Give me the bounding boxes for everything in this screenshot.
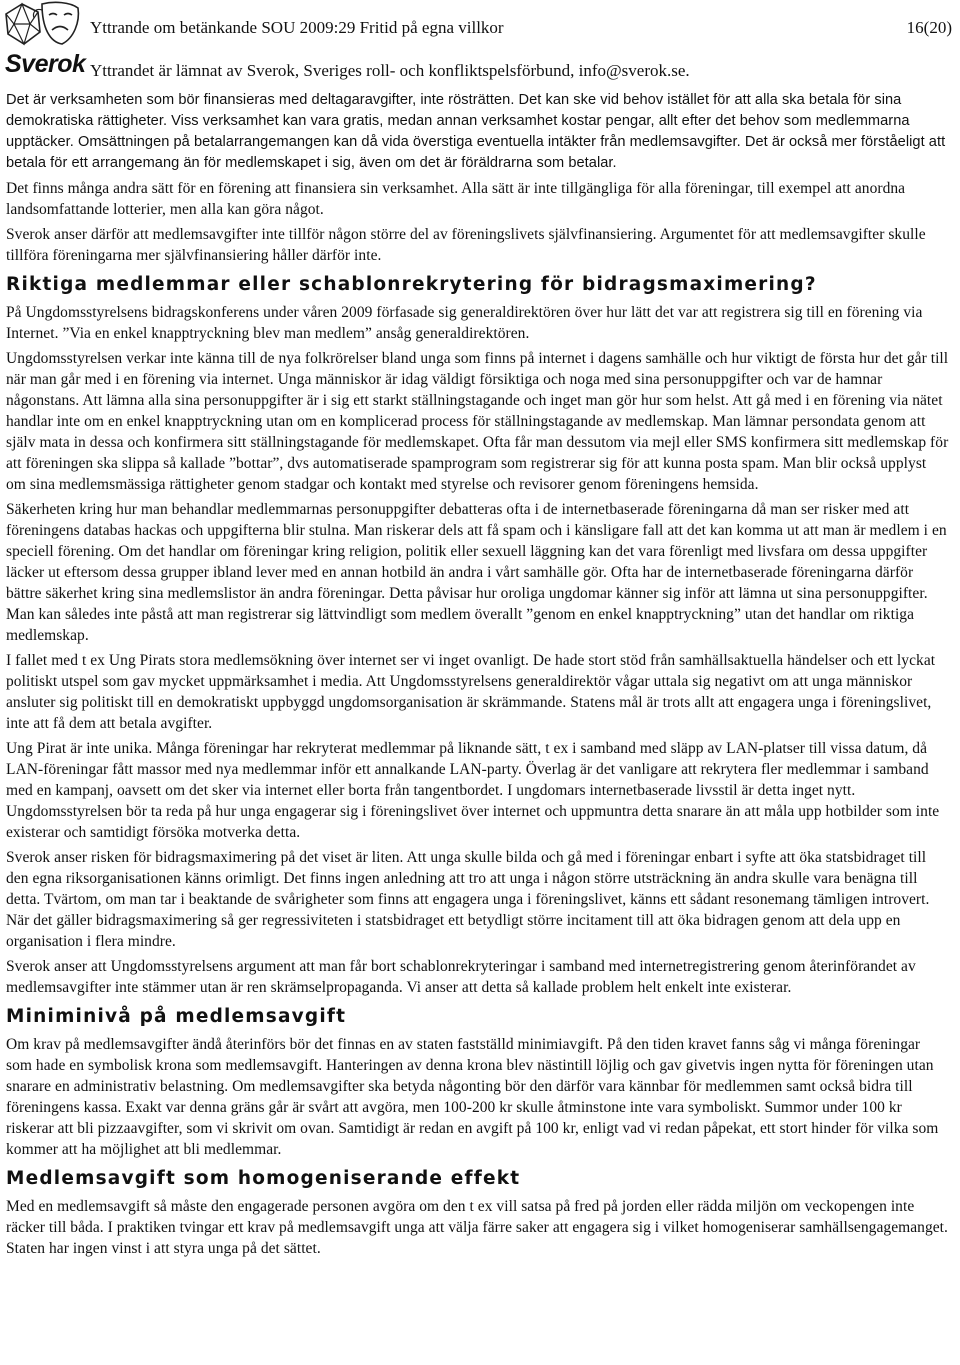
body-paragraph: Med en medlemsavgift så måste den engagerade personen avgöra om den t ex vill satsa på fred på jorden eller rädda miljön om veckopengen inte räcker till båda. I praktiken tvingar ett krav på medlemsavgift unga att välja färre saker att engagera sig i vilket homogeniserar samhällsengagemanget. Staten har ingen vinst i att styra unga på det sättet. xyxy=(6,1198,948,1257)
body-paragraph: Om krav på medlemsavgifter ändå återinförs bör det finnas en av staten fastställd minimiavgift. På den tiden kravet fanns såg vi många föreningar som hade en symbolisk krona som medlemsavgift. Hanteringen av denna krona blev nästintill löjlig och gav givetvis ingen nytta för föreningen utan snarare en administrativ belastning. Om medlemsavgifter ska betyda någonting bör den därför vara kännbar för medlemmen samt också bidra till föreningens kassa. Exakt var denna gräns går är svårt att avgöra, men 100-200 kr skulle åtminstone inte vara symboliskt. Summor under 100 kr riskerar att bli pizzaavgifter, som vi skrivit om ovan. Samtidigt är redan en avgift på 100 kr, enligt vad vi redan påpekat, ett stort hinder för vilka som kommer att ha möjlighet att bli medlemmar. xyxy=(6,1036,939,1158)
sverok-logo xyxy=(2,0,84,82)
section-heading: Riktiga medlemmar eller schablonrekrytering för bidragsmaximering? xyxy=(6,274,817,295)
intro-paragraph: Sverok anser därför att medlemsavgifter inte tillför någon större del av föreningslivets självfinansiering. Argumentet för att medlemsavgifter skulle tillföra föreningarna mer självfinansiering håller därför inte. xyxy=(6,226,926,264)
document-title: Yttrande om betänkande SOU 2009:29 Fritid på egna villkor xyxy=(90,18,504,37)
body-paragraph: Sverok anser att Ungdomsstyrelsens argument att man får bort schablonrekryteringar i samband med internetregistrering genom återinförandet av medlemsavgifter inte stämmer utan är ren skrämselpropaganda. Vi anser att detta så kallade problem helt enkelt inte existerar. xyxy=(6,958,916,996)
logo-wordmark: Sverok xyxy=(5,50,86,78)
intro-paragraph: Det finns många andra sätt för en förening att finansiera sin verksamhet. Alla sätt är inte tillgängliga för alla föreningar, till exempel att anordna landsomfattande lotterier, men alla kan göra något. xyxy=(6,180,906,218)
document-subtitle: Yttrandet är lämnat av Sverok, Sveriges roll- och konfliktspelsförbund, info@sverok.se. xyxy=(90,61,690,80)
document-body xyxy=(6,90,950,1263)
section-heading: Miniminivå på medlemsavgift xyxy=(6,1006,347,1027)
body-paragraph: Ungdomsstyrelsen verkar inte känna till de nya folkrörelser bland unga som finns på internet i dagens samhälle och hur viktigt de första hur det går till när man går med i en förening via internet. Unga människor är idag väldigt försiktiga och noga med sina personuppgifter och var de hamnar någonstans. Att lämna alla sina personuppgifter är i sig ett starkt ställningstagande och inget man gör hur som helst. Att gå med i en förening via nätet handlar inte om en enkel knapptryckning utan om en komplicerad process för ställningstagande av medlemskap. Man lämnar persondata genom att själv mata in dessa och konfirmera sitt ställningstagande för medlemskapet. Ofta får man dessutom via mejl eller SMS konfirmera sitt medlemskap för att föreningen ska slippa så kallade ”bottar”, dvs automatiserade spamprogram som registrerar sig för att kunna posta spam. Man blir också upplyst om sina medlemsmässiga rättigheter genom stadgar och kontakt med styrelse och revisorer genom föreningens hemsida. xyxy=(6,350,949,493)
intro-paragraph: Det är verksamheten som bör finansieras med deltagaravgifter, inte rösträtten. Det kan ske vid behov istället för att alla ska betala för sina demokratiska rättigheter. Viss verksamhet kan vara gratis, medan annan verksamhet kostar pengar, allt efter det behov som medlemmarna upptäcker. Omsättningen på betalarrangemangen kan då vida överstiga eventuella intäkter från medlemsavgifter. Det är också mer förståeligt att betala för ett arrangemang än för medlemskapet i sig, även om det är föräldrarna som betalar. xyxy=(6,92,946,171)
page-header xyxy=(0,0,960,86)
page-number: 16(20) xyxy=(906,18,952,37)
body-paragraph: Sverok anser risken för bidragsmaximering på det viset är liten. Att unga skulle bilda och gå med i föreningar enbart i syfte att öka statsbidraget till den egna riksorganisationen känns orimligt. Det finns ingen anledning att tro att unga i någon större utsträckning än andra skulle vara benägna till detta. Tvärtom, om man tar i beaktande de svårigheter som finns att engagera unga i föreningslivet, känns ett sådant resonemang tämligen introvert. När det gäller bidragsmaximering så ger regressiviteten i statsbidraget ett betydligt större incitament till att öka bidragen genom att dela upp en organisation i flera mindre. xyxy=(6,849,930,950)
body-paragraph: På Ungdomsstyrelsens bidragskonferens under våren 2009 förfasade sig generaldirektören över hur lätt det var att registrera sig till en förening via Internet. ”Via en enkel knapptryckning blev man medlem” ansåg generaldirektören. xyxy=(6,304,923,342)
section-heading: Medlemsavgift som homogeniserande effekt xyxy=(6,1168,521,1189)
body-paragraph: I fallet med t ex Ung Pirats stora medlemsökning över internet ser vi inget ovanligt. De hade stort stöd från samhällsaktuella händelser och ett lyckat politiskt utspel som gav mycket uppmärksamhet i media. Att Ungdomsstyrelsens generaldirektör vågar uttala sig negativt om att unga människor ansluter sig politiskt till en demokratiskt uppbyggd ungdomsorganisation är skrämmande. Statens mål är trots allt att engagera unga i föreningslivet, inte att få dem att betala avgifter. xyxy=(6,652,936,732)
body-paragraph: Säkerheten kring hur man behandlar medlemmarnas personuppgifter debatteras ofta i de internetbaserade föreningarna då man ser risker med att föreningens databas hackas och uppgifterna blir stulna. Man riskerar dels att få spam och i känsligare fall att det kan komma ut att man är medlem i en speciell förening. Om det handlar om föreningar kring religion, politik eller sexuell läggning kan det vara förenligt med livsfara om dessa uppgifter läcker ut eftersom dessa grupper ibland lever med en annan hotbild än andra i vårt samhälle gör. Ofta har de internetbaserade föreningarna därför bättre säkerhet kring sina medlemslistor än andra föreningar. Detta påvisar hur oroliga ungdomar känner sig inför att lämna ut sina personuppgifter. Man kan således inte påstå att man registrerar sig lättvindligt som medlem överallt ”genom en enkel knapptryckning” utan det handlar om riktiga medlemskap. xyxy=(6,501,947,644)
body-paragraph: Ung Pirat är inte unika. Många föreningar har rekryterat medlemmar på liknande sätt, t ex i samband med släpp av LAN-platser till vissa datum, då LAN-föreningar fått massor med nya medlemmar inför ett annalkande LAN-party. Överlag är det vanligare att rekrytera fler medlemmar i samband med en kampanj, oavsett om det sker via internet eller borta från tangentbordet. I ungdomars internetbaserade livsstil är detta inget nytt. Ungdomsstyrelsen bör ta reda på hur unga engagerar sig i föreningslivet över internet och uppmuntra detta snarare än att måla upp hotbilder som inte existerar och samtidigt försöka motverka detta. xyxy=(6,740,940,841)
dice-mask-icon xyxy=(2,0,84,56)
